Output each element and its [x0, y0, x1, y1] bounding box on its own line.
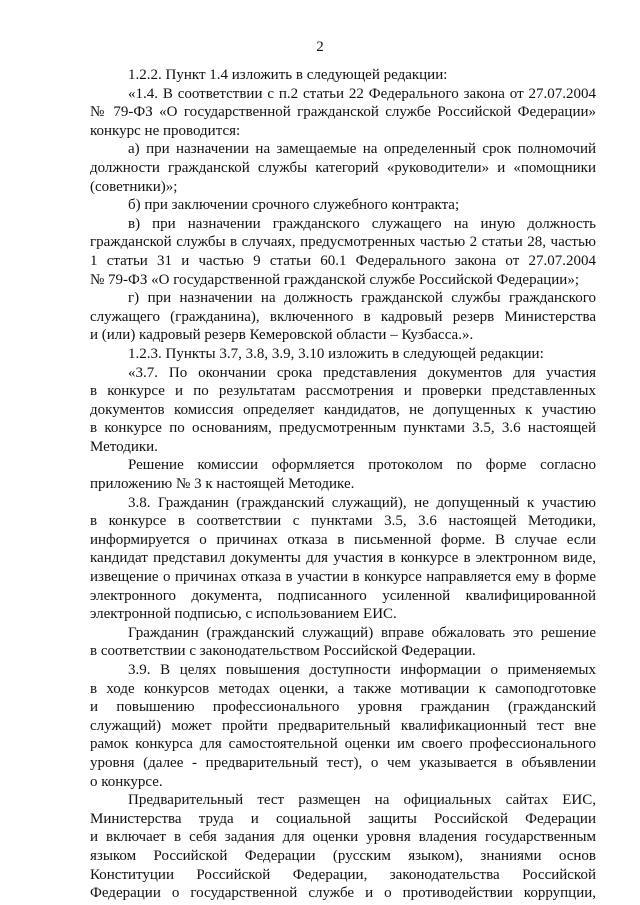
- text-line: Конституции Российской Федерации, законодательства Российской: [90, 866, 596, 883]
- text-line: должности гражданской службы категорий «руководители» и «помощники: [90, 159, 596, 176]
- paragraph-clause-1-4: [90, 85, 596, 141]
- text-line: рамок конкурса для самостоятельной оценки им своего профессионального: [90, 736, 596, 753]
- text-line: электронной подписью, с использованием ЕИС.: [90, 606, 397, 623]
- text-line: а) при назначении на замещаемые на определенный срок полномочий: [128, 141, 596, 158]
- paragraph-amendment-1-2-3: [90, 345, 596, 364]
- text-line: и повышению профессионального уровня гражданин (гражданский: [90, 699, 596, 716]
- text-line: 1.2.2. Пункт 1.4 изложить в следующей редакции:: [128, 67, 448, 83]
- paragraph-amendment-1-2-2: [90, 66, 596, 85]
- document-body: [90, 66, 596, 903]
- text-line: Гражданин (гражданский служащий) вправе обжаловать это решение: [128, 624, 596, 641]
- text-line: Решение комиссии оформляется протоколом по форме согласно: [128, 457, 596, 474]
- text-line: служащего (гражданина), включенного в кадровый резерв Министерства: [90, 308, 596, 325]
- text-line: в ходе конкурсов методах оценки, а также мотивации к самоподготовке: [90, 680, 596, 697]
- text-line: 3.8. Гражданин (гражданский служащий), не допущенный к участию: [128, 494, 596, 511]
- text-line: в конкурсе и по результатам рассмотрения и проверки представленных: [90, 383, 596, 400]
- paragraph-clause-3-8: [90, 494, 596, 624]
- paragraph-item-g: [90, 289, 596, 345]
- paragraph-item-a: [90, 140, 596, 196]
- text-line: «1.4. В соответствии с п.2 статьи 22 Федерального закона от 27.07.2004: [128, 85, 596, 102]
- text-line: Министерства труда и социальной защиты Российской Федерации: [90, 810, 596, 827]
- text-line: в соответствии с законодательством Российской Федерации.: [90, 643, 476, 660]
- paragraph-clause-3-9: [90, 661, 596, 791]
- text-line: б) при заключении срочного служебного контракта;: [128, 197, 460, 214]
- text-line: (советники)»;: [90, 178, 178, 195]
- text-line: № 79-ФЗ «О государственной гражданской службе Российской Федерации»;: [90, 271, 579, 288]
- text-line: 3.9. В целях повышения доступности информации о применяемых: [128, 662, 596, 678]
- text-line: Методики.: [90, 438, 158, 455]
- text-line: кандидат представил документы для участия в конкурсе в электронном виде,: [90, 550, 596, 567]
- text-line: конкурс не проводится:: [90, 122, 241, 139]
- text-line: извещение о причинах отказа в участии в конкурсе направляется ему в форме: [90, 569, 596, 586]
- text-line: уровня (далее - предварительный тест), о чем указывается в объявлении: [90, 754, 596, 771]
- text-line: «3.7. По окончании срока представления документов для участия: [128, 364, 596, 381]
- paragraph-item-v: [90, 215, 596, 289]
- text-line: о конкурсе.: [90, 773, 163, 790]
- text-line: 1.2.3. Пункты 3.7, 3.8, 3.9, 3.10 изложить в следующей редакции:: [128, 345, 544, 362]
- text-line: г) при назначении на должность гражданской службы гражданского: [128, 290, 596, 307]
- page-number: 2: [316, 39, 324, 55]
- text-line: служащий) может пройти предварительный квалификационный тест вне: [90, 717, 596, 734]
- text-line: электронного документа, подписанного усиленной квалифицированной: [90, 587, 596, 604]
- text-line: гражданской службы в случаях, предусмотренных частью 2 статьи 28, частью: [90, 234, 596, 251]
- paragraph-item-b: [90, 196, 596, 215]
- text-line: информируется о причинах отказа в письменной форме. В случае если: [90, 531, 596, 548]
- text-line: в конкурсе в соответствии с пунктами 3.5, 3.6 настоящей Методики,: [90, 513, 596, 530]
- text-line: в конкурсе по основаниям, предусмотренным пунктами 3.5, 3.6 настоящей: [90, 420, 596, 437]
- paragraph-appeal: [90, 624, 596, 661]
- text-line: и включает в себя задания для оценки уровня владения государственным: [90, 829, 596, 846]
- paragraph-commission-decision: [90, 456, 596, 493]
- text-line: Федерации о государственной службе и о противодействии коррупции,: [90, 885, 596, 902]
- text-line: Предварительный тест размещен на официальных сайтах ЕИС,: [128, 792, 596, 809]
- text-line: приложению № 3 к настоящей Методике.: [90, 476, 355, 493]
- text-line: 1 статьи 31 и частью 9 статьи 60.1 Федерального закона от 27.07.2004: [90, 252, 596, 269]
- text-line: № 79-ФЗ «О государственной гражданской службе Российской Федерации»: [90, 104, 596, 121]
- text-line: документов комиссия определяет кандидатов, не допущенных к участию: [90, 401, 596, 418]
- text-line: языком Российской Федерации (русским языком), знаниями основ: [90, 847, 596, 864]
- paragraph-clause-3-7: [90, 364, 596, 457]
- text-line: и (или) кадровый резерв Кемеровской области – Кузбасса.».: [90, 327, 474, 344]
- paragraph-preliminary-test: [90, 791, 596, 903]
- text-line: в) при назначении гражданского служащего на иную должность: [128, 215, 596, 232]
